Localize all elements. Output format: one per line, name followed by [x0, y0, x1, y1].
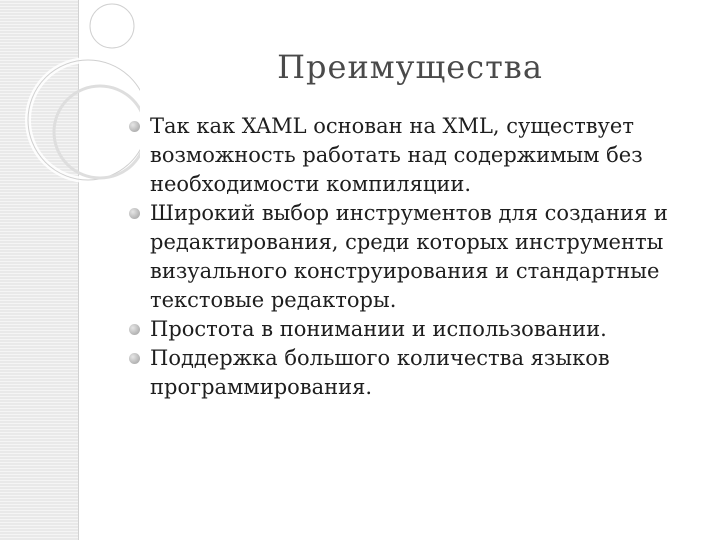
bullet-item — [128, 112, 708, 199]
bullet-dot-icon — [129, 121, 140, 132]
ring-decoration-icon — [0, 0, 140, 230]
bullet-text: Так как XAML основан на XML, существует возможность работать над содержимым без необходимости компиляции. — [150, 114, 643, 196]
bullet-text: Широкий выбор инструментов для создания и редактирования, среди которых инструменты визуального конструирования и стандартные текстовые редакторы. — [150, 201, 668, 312]
bullet-item — [128, 344, 708, 402]
bullet-item — [128, 199, 708, 315]
bullet-text: Поддержка большого количества языков программирования. — [150, 346, 610, 399]
bullet-text: Простота в понимании и использовании. — [150, 317, 607, 341]
bullet-dot-icon — [129, 208, 140, 219]
bullet-dot-icon — [129, 353, 140, 364]
bullet-dot-icon — [129, 324, 140, 335]
slide-title: Преимущества — [277, 48, 543, 86]
bullet-item — [128, 315, 708, 344]
bullet-list — [128, 112, 708, 402]
